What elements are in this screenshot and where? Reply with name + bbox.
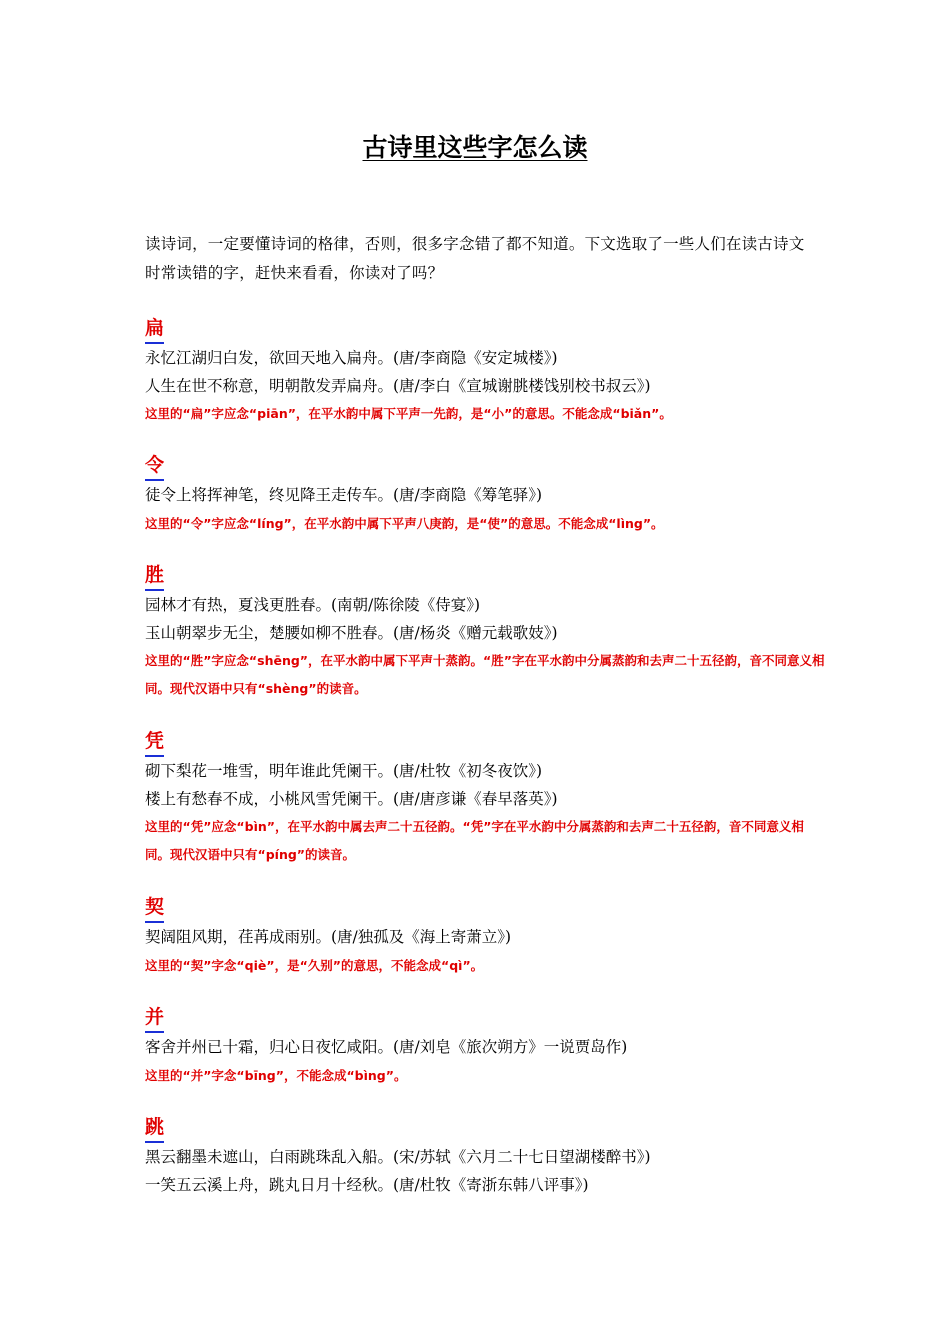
entry-ling xyxy=(145,451,825,538)
pronunciation-note: 这里的“胜”字应念“shēng”，在平水韵中属下平声十蒸韵。“胜”字在平水韵中分属蒸韵和去声二十五径韵，音不同意义相同。现代汉语中只有“shèng”的读音。 xyxy=(145,653,825,696)
entry-heading-char: 凭 xyxy=(145,727,164,757)
pronunciation-note: 这里的“扁”字应念“piān”，在平水韵中属下平声一先韵，是“小”的意思。不能念成“biǎn”。 xyxy=(145,406,672,421)
entry-heading-char: 胜 xyxy=(145,561,164,591)
entry-bing xyxy=(145,1003,825,1090)
poem-line: 砌下梨花一堆雪，明年谁此凭阑干。(唐/杜牧《初冬夜饮》) xyxy=(145,762,543,780)
entry-heading-char: 令 xyxy=(145,451,164,481)
page-title xyxy=(0,130,950,166)
poem-line: 一笑五云溪上舟，跳丸日月十经秋。(唐/杜牧《寄浙东韩八评事》) xyxy=(145,1175,589,1194)
entry-heading-char: 契 xyxy=(145,893,164,923)
poem-line: 人生在世不称意，明朝散发弄扁舟。(唐/李白《宣城谢朓楼饯别校书叔云》) xyxy=(145,376,651,395)
entry-sheng xyxy=(145,561,825,703)
pronunciation-note: 这里的“契”字念“qiè”，是“久别”的意思，不能念成“qì”。 xyxy=(145,957,484,973)
poem-line: 园林才有热，夏浅更胜春。(南朝/陈徐陵《侍宴》) xyxy=(145,596,481,614)
entry-ping xyxy=(145,727,825,869)
poem-line: 楼上有愁春不成，小桃风雪凭阑干。(唐/唐彦谦《春早落英》) xyxy=(145,789,558,808)
poem-line: 客舍并州已十霜，归心日夜忆咸阳。(唐/刘皂《旅次朔方》一说贾岛作) xyxy=(145,1038,628,1056)
entry-heading-char: 扁 xyxy=(145,314,164,344)
poem-line: 黑云翻墨未遮山，白雨跳珠乱入船。(宋/苏轼《六月二十七日望湖楼醉书》) xyxy=(145,1148,651,1166)
entry-heading-char: 并 xyxy=(145,1003,164,1033)
poem-line: 永忆江湖归白发，欲回天地入扁舟。(唐/李商隐《安定城楼》) xyxy=(145,349,558,367)
pronunciation-note: 这里的“并”字念“bīng”，不能念成“bìng”。 xyxy=(145,1067,407,1083)
intro-paragraph: 读诗词，一定要懂诗词的格律，否则，很多字念错了都不知道。下文选取了一些人们在读古诗文时常读错的字，赶快来看看，你读对了吗？ xyxy=(145,235,805,282)
entry-qie xyxy=(145,893,825,980)
entry-tiao xyxy=(145,1113,825,1199)
poem-line: 徒令上将挥神笔，终见降王走传车。(唐/李商隐《筹笔驿》) xyxy=(145,486,543,504)
poem-line: 玉山朝翠步无尘，楚腰如柳不胜春。(唐/杨炎《赠元载歌妓》) xyxy=(145,623,558,642)
entry-pian xyxy=(145,314,825,428)
poem-line: 契阔阻风期，荏苒成雨别。(唐/独孤及《海上寄萧立》) xyxy=(145,928,512,946)
page-title-text: 古诗里这些字怎么读 xyxy=(362,133,588,162)
pronunciation-note: 这里的“凭”应念“bìn”，在平水韵中属去声二十五径韵。“凭”字在平水韵中分属蒸韵和去声二十五径韵，音不同意义相同。现代汉语中只有“píng”的读音。 xyxy=(145,819,804,862)
entry-heading-char: 跳 xyxy=(145,1113,164,1143)
pronunciation-note: 这里的“令”字应念“líng”，在平水韵中属下平声八庚韵，是“使”的意思。不能念成“lìng”。 xyxy=(145,515,664,531)
